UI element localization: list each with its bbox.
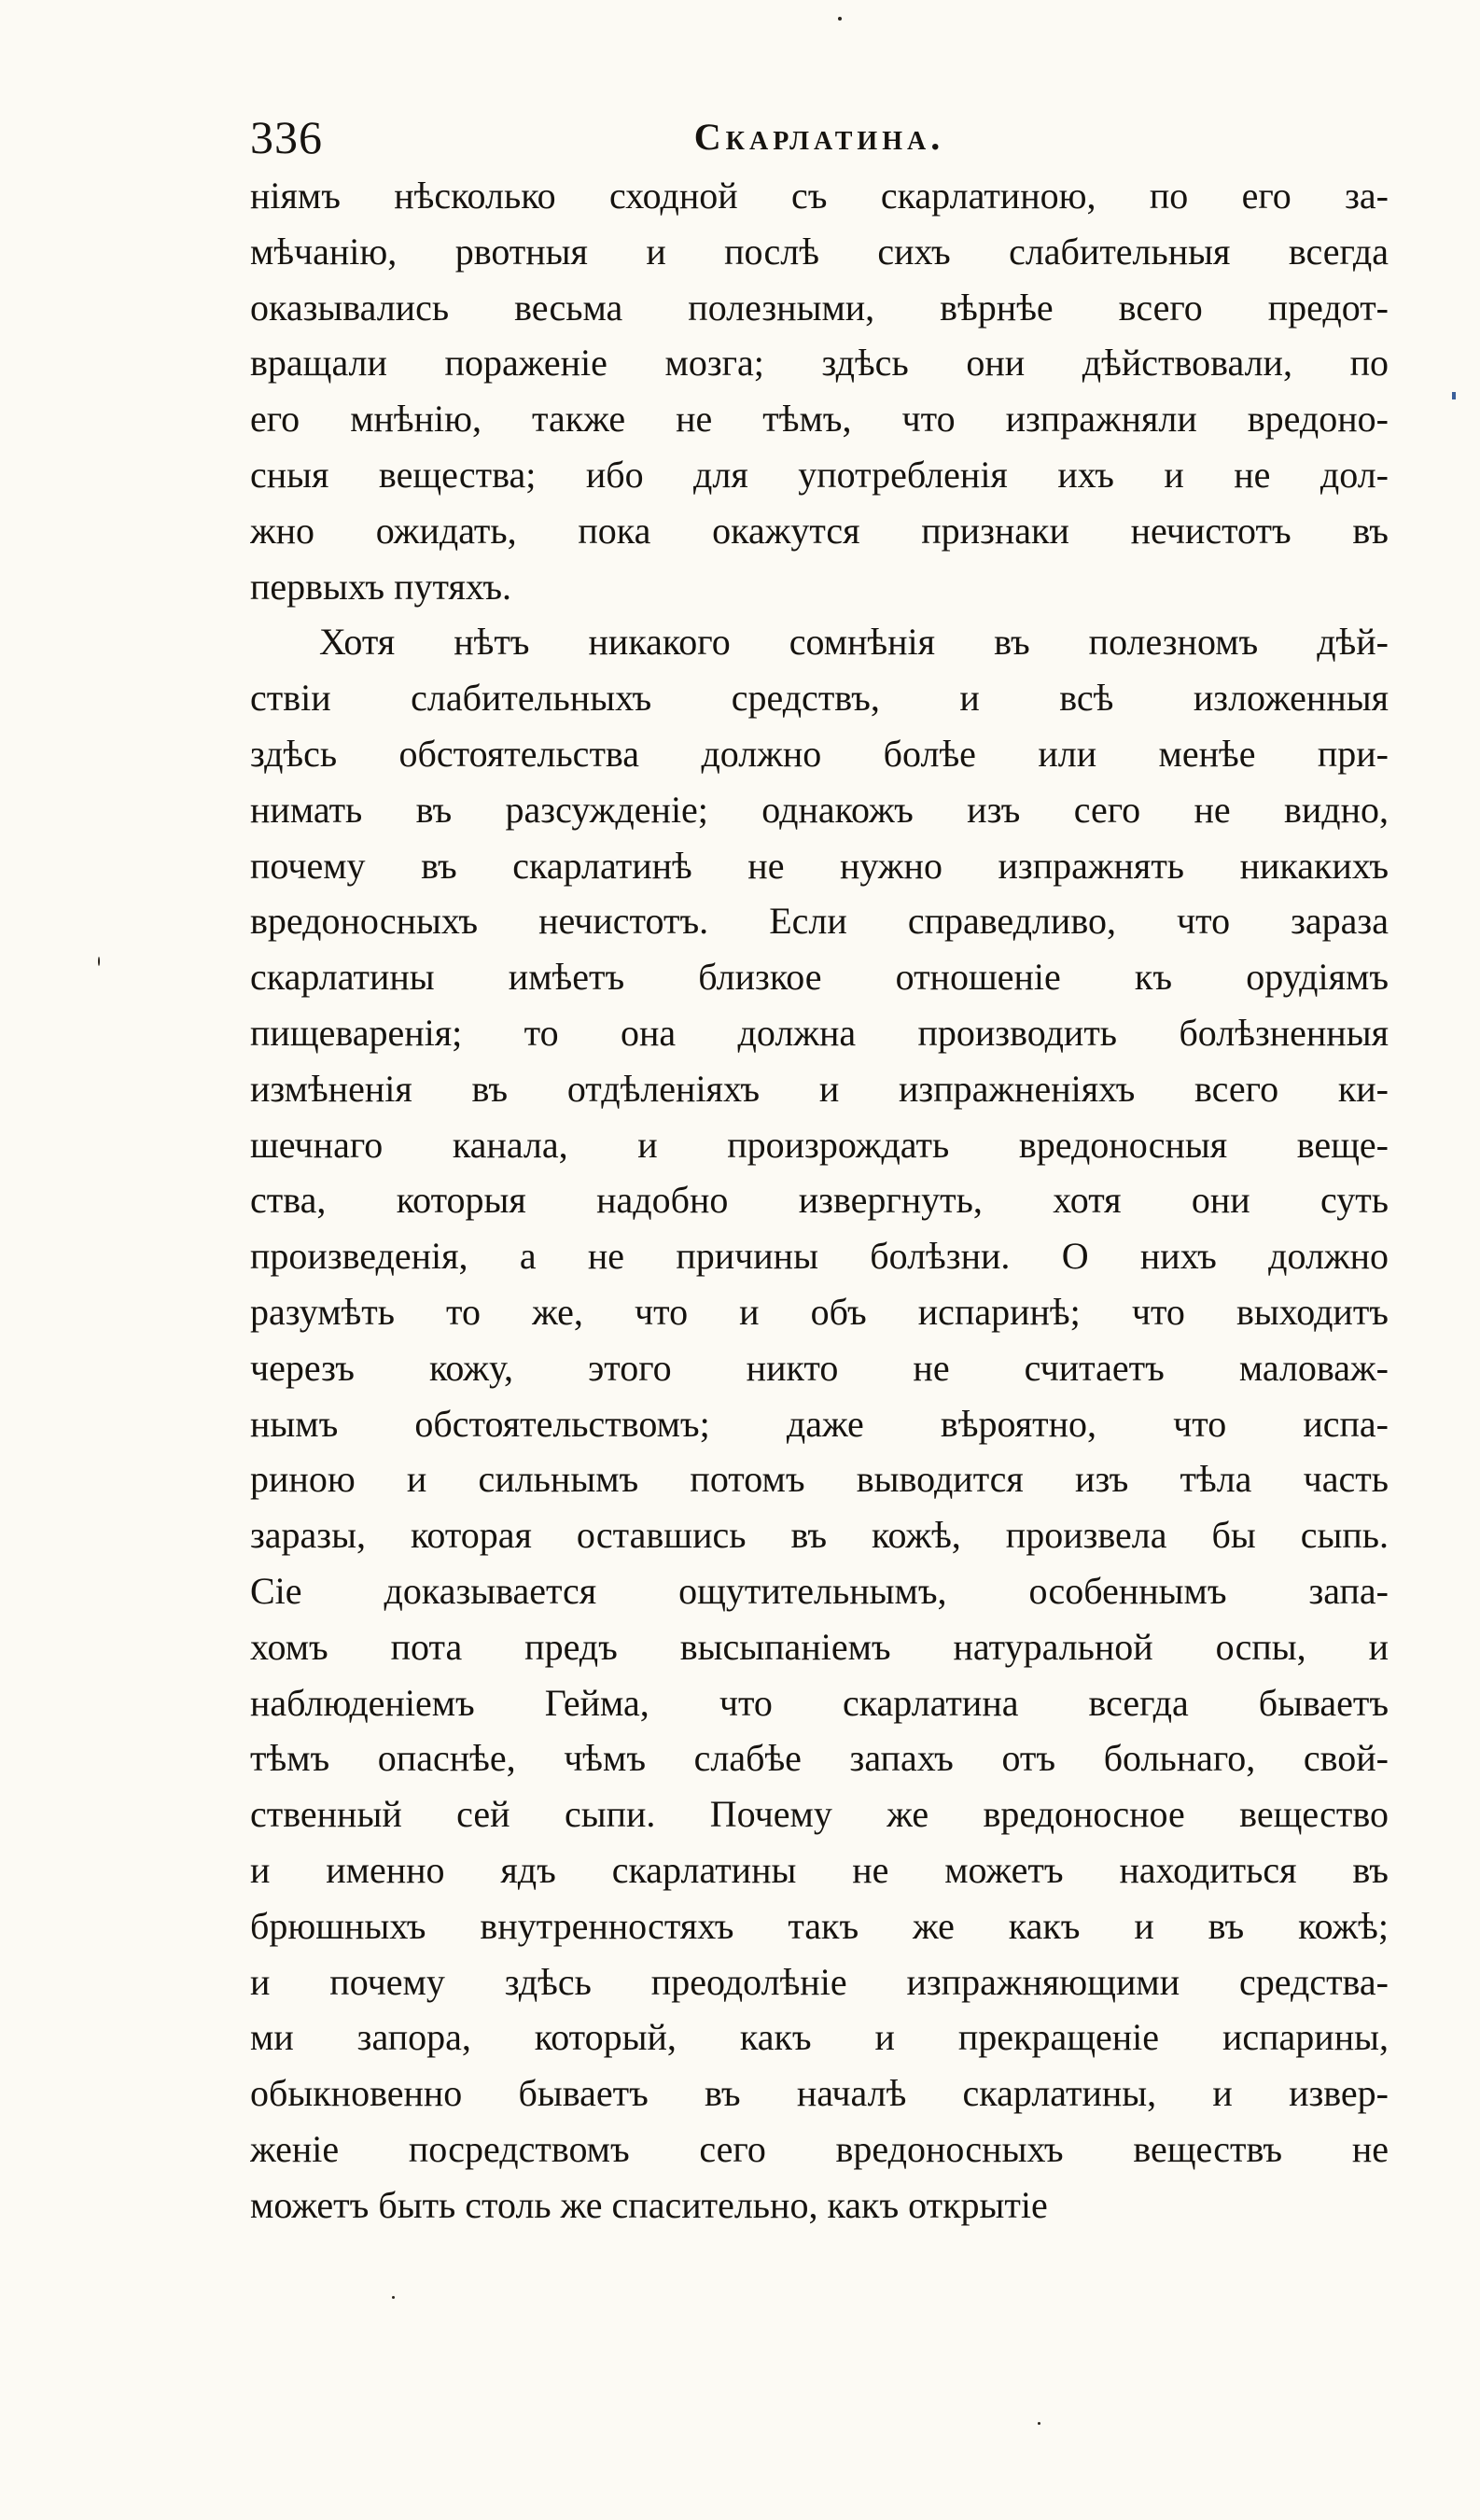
text-line: ства, которыя надобно извергнуть, хотя они суть: [250, 1179, 1389, 1222]
text-line: Хотя нѣтъ никакого сомнѣнiя въ полезномъ дѣй-: [319, 621, 1389, 664]
text-line: и именно ядъ скарлатины не можетъ находиться въ: [250, 1848, 1389, 1891]
text-line: риною и сильнымъ потомъ выводится изъ тѣла часть: [250, 1458, 1389, 1501]
text-line: сныя вещества; ибо для употребленiя ихъ и не дол-: [250, 453, 1389, 496]
page-header: [250, 105, 1389, 170]
text-line: здѣсь обстоятельства должно болѣе или менѣе при-: [250, 732, 1389, 775]
text-line: женiе посредствомъ сего вредоносныхъ веществъ не: [250, 2127, 1389, 2170]
text-line: вращали пораженiе мозга; здѣсь они дѣйствовали, по: [250, 342, 1389, 385]
text-line: тѣмъ опаснѣе, чѣмъ слабѣе запахъ отъ больнаго, свой-: [250, 1737, 1389, 1780]
text-line: ми запора, который, какъ и прекращенiе испарины,: [250, 2016, 1389, 2059]
text-line: пищеваренiя; то она должна производить болѣзненныя: [250, 1011, 1389, 1054]
paragraph: [250, 614, 1389, 2233]
text-line: жно ожидать, пока окажутся признаки нечистотъ въ: [250, 509, 1389, 552]
edge-mark: [1452, 392, 1456, 399]
text-line: хомъ пота предъ высыпанiемъ натуральной оспы, и: [250, 1625, 1389, 1668]
text-line: ствiи слабительныхъ средствъ, и всѣ изложенныя: [250, 677, 1389, 720]
text-line: наблюденiемъ Гейма, что скарлатина всегда бываетъ: [250, 1681, 1389, 1724]
text-line: шечнаго канала, и произрождать вредоносныя веще-: [250, 1123, 1389, 1166]
text-line: Сiе доказывается ощутительнымъ, особеннымъ запа-: [250, 1569, 1389, 1612]
text-line: разумѣть то же, что и объ испаринѣ; что выходитъ: [250, 1290, 1389, 1333]
text-line: его мнѣнiю, также не тѣмъ, что изпражняли вредоно-: [250, 398, 1389, 441]
paragraph: [250, 168, 1389, 614]
ink-speck: [1038, 2422, 1040, 2425]
text-line: нiямъ нѣсколько сходной съ скарлатиною, по его за-: [250, 175, 1389, 217]
text-line: вредоносныхъ нечистотъ. Если справедливо, что зараза: [250, 900, 1389, 943]
page-number: 336: [250, 111, 323, 163]
text-line: ственный сей сыпи. Почему же вредоносное вещество: [250, 1793, 1389, 1836]
text-line: и почему здѣсь преодолѣнiе изпражняющими средства-: [250, 1960, 1389, 2003]
text-line: черезъ кожу, этого никто не считаетъ маловаж-: [250, 1346, 1389, 1389]
running-head: Скарлатина.: [693, 116, 945, 158]
ink-speck: [392, 2296, 395, 2299]
text-line: нымъ обстоятельствомъ; даже вѣроятно, что испа-: [250, 1402, 1389, 1445]
body-text: [250, 168, 1389, 2233]
text-line: можетъ быть столь же спасительно, какъ открытiе: [250, 2183, 1048, 2226]
ink-speck: [98, 957, 100, 966]
text-line: обыкновенно бываетъ въ началѣ скарлатины, и извер-: [250, 2072, 1389, 2115]
text-line: заразы, которая оставшись въ кожѣ, произвела бы сыпь.: [250, 1514, 1389, 1557]
text-line: измѣненiя въ отдѣленiяхъ и изпражненiяхъ всего ки-: [250, 1067, 1389, 1110]
text-line: первыхъ путяхъ.: [250, 565, 511, 608]
text-line: скарлатины имѣетъ близкое отношенiе къ орудiямъ: [250, 956, 1389, 999]
ink-speck: [838, 17, 842, 21]
text-line: почему въ скарлатинѣ не нужно изпражнять никакихъ: [250, 844, 1389, 887]
text-line: нимать въ разсужденiе; однакожъ изъ сего не видно,: [250, 788, 1389, 831]
text-line: мѣчанiю, рвотныя и послѣ сихъ слабительныя всегда: [250, 230, 1389, 273]
text-line: брюшныхъ внутренностяхъ такъ же какъ и въ кожѣ;: [250, 1904, 1389, 1947]
text-line: произведенiя, а не причины болѣзни. О нихъ должно: [250, 1235, 1389, 1278]
text-line: оказывались весьма полезными, вѣрнѣе всего предот-: [250, 286, 1389, 329]
